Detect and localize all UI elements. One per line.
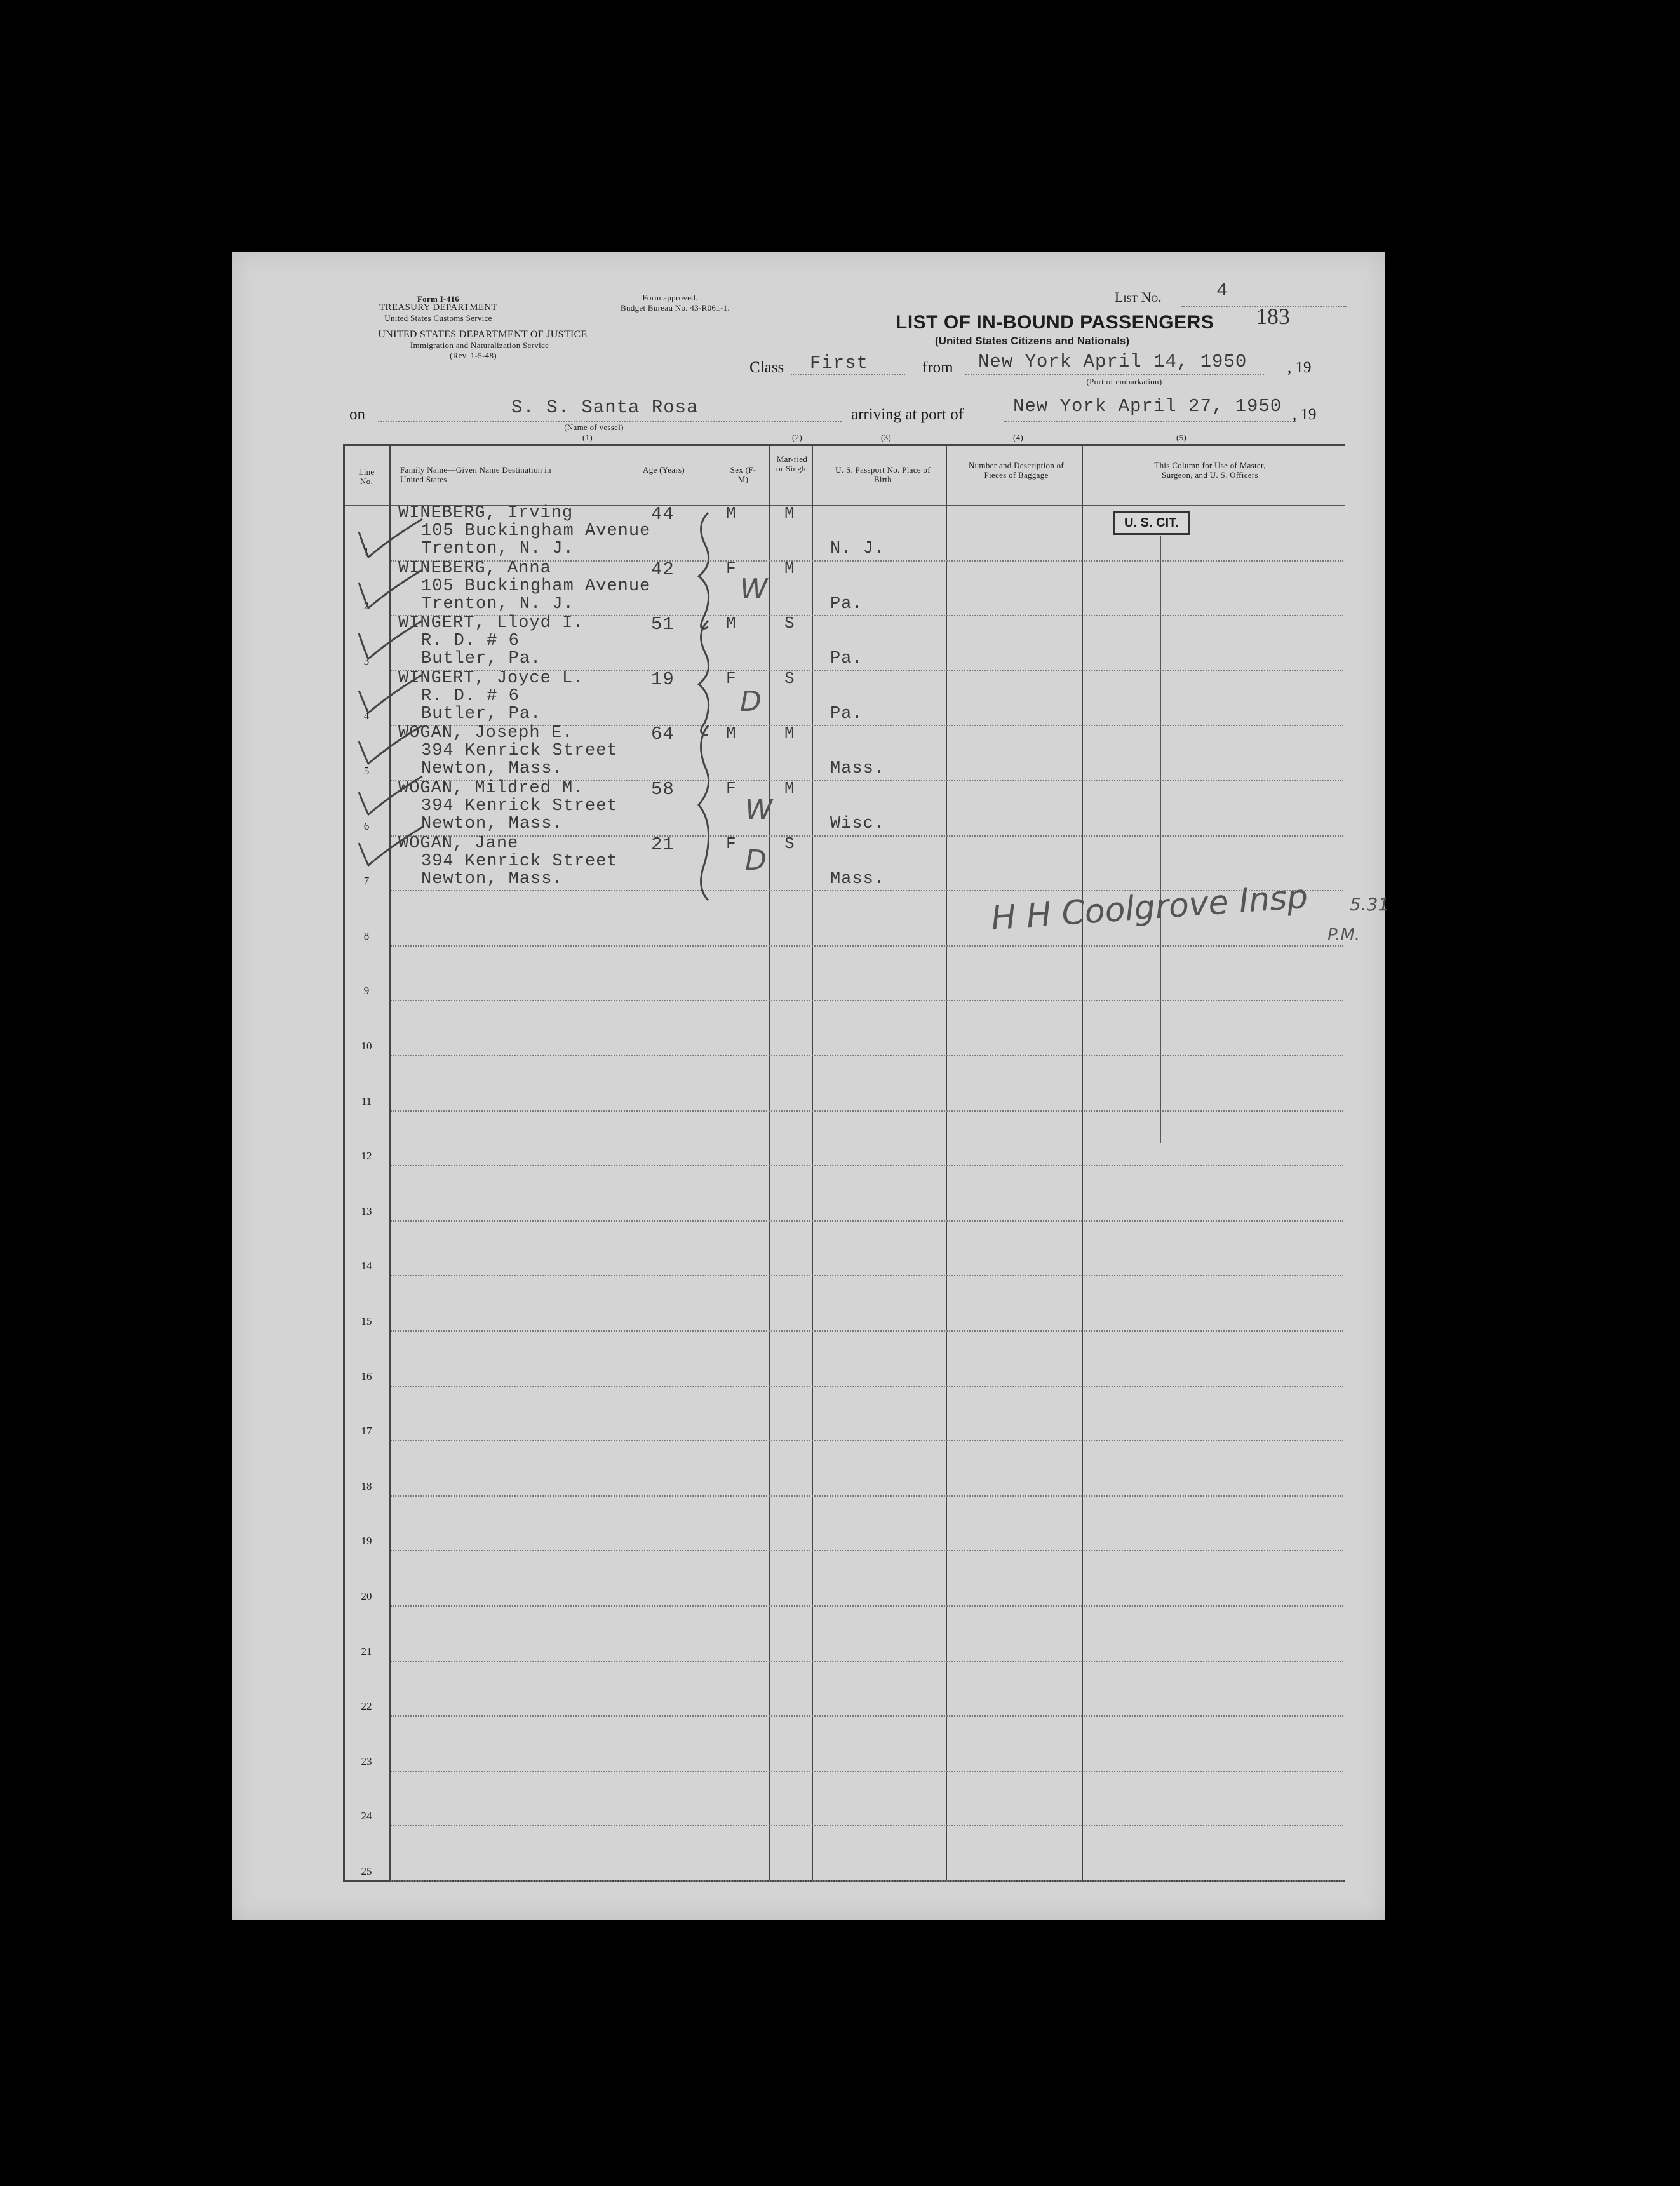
- line-number: 16: [361, 1370, 372, 1382]
- passenger-age: 64: [651, 724, 675, 745]
- list-no-label: List No.: [1115, 289, 1162, 305]
- passenger-name: WOGAN, Joseph E.: [398, 724, 574, 743]
- signature-time: 5.31: [1350, 894, 1390, 915]
- class-rule: [791, 374, 905, 375]
- passenger-city: Newton, Mass.: [421, 814, 563, 833]
- line-number: 7: [363, 875, 370, 887]
- line-number: 15: [361, 1315, 372, 1327]
- line-number: 6: [363, 820, 370, 832]
- header-line-no: Line No.: [358, 467, 375, 486]
- line-number: 11: [361, 1095, 372, 1107]
- passenger-city: Butler, Pa.: [421, 705, 542, 724]
- passenger-birthplace: Mass.: [830, 759, 885, 778]
- check-mark: [359, 827, 422, 865]
- row-rule: [391, 1495, 1343, 1497]
- line-number: 9: [363, 985, 370, 997]
- passenger-address: 105 Buckingham Avenue: [421, 522, 651, 541]
- on-label: on: [349, 406, 365, 423]
- budget-bureau: Budget Bureau No. 43-R061-1.: [621, 303, 730, 313]
- header-passport: U. S. Passport No. Place of Birth: [835, 465, 931, 484]
- passenger-age: 51: [651, 614, 675, 635]
- line-number: 1: [363, 545, 370, 557]
- passenger-sex: F: [726, 669, 737, 688]
- passenger-city: Newton, Mass.: [421, 870, 563, 889]
- passenger-city: Butler, Pa.: [421, 649, 542, 668]
- row-rule: [391, 1440, 1343, 1441]
- line-number: 20: [361, 1590, 372, 1602]
- passenger-sex: M: [726, 614, 737, 633]
- header-age: Age (Years): [643, 465, 685, 475]
- from-value: New York April 14, 1950: [978, 351, 1247, 372]
- line-number: 4: [363, 710, 370, 722]
- line-number: 14: [361, 1260, 372, 1272]
- passenger-birthplace: Mass.: [830, 870, 885, 889]
- brace: [699, 725, 709, 900]
- customs-service: United States Customs Service: [384, 313, 492, 323]
- header-name: Family Name—Given Name Destination in United States: [400, 465, 551, 484]
- check-mark: [359, 776, 422, 814]
- passenger-birthplace: Pa.: [830, 595, 863, 614]
- passenger-name: WINEBERG, Anna: [398, 559, 551, 578]
- passport-col-divider: [1082, 444, 1083, 1882]
- hand-mark: D: [740, 685, 762, 718]
- table-top-rule: [343, 444, 1345, 446]
- header-baggage: Number and Description of Pieces of Baggage: [968, 461, 1065, 480]
- hand-mark: D: [745, 844, 767, 877]
- brace: [699, 621, 709, 735]
- passenger-address: R. D. # 6: [421, 631, 520, 651]
- check-mark: [359, 570, 422, 608]
- row-rule: [391, 1825, 1343, 1826]
- row-rule: [391, 1165, 1343, 1166]
- passenger-address: 394 Kenrick Street: [421, 741, 618, 760]
- line-number: 19: [361, 1535, 372, 1547]
- row-rule: [391, 1771, 1343, 1772]
- passenger-sex: F: [726, 834, 737, 853]
- from-rule: [965, 374, 1264, 375]
- row-rule: [391, 835, 1343, 837]
- header-officers: This Column for Use of Master, Surgeon, and U. S. Officers: [1154, 461, 1266, 480]
- passenger-status: M: [784, 724, 795, 743]
- row-rule: [391, 1220, 1343, 1222]
- passenger-status: S: [784, 614, 795, 633]
- row-rule: [391, 1550, 1343, 1551]
- passenger-age: 21: [651, 834, 675, 855]
- from-label: from: [922, 359, 953, 376]
- vessel-value: S. S. Santa Rosa: [511, 397, 699, 418]
- embark-caption: (Port of embarkation): [1086, 377, 1162, 386]
- form-approved: Form approved.: [642, 293, 698, 302]
- row-rule: [391, 1330, 1343, 1332]
- class-value: First: [810, 353, 869, 374]
- vessel-caption: (Name of vessel): [564, 422, 624, 432]
- line-number: 13: [361, 1205, 372, 1217]
- passenger-sex: F: [726, 559, 737, 578]
- line-number: 12: [361, 1150, 372, 1162]
- passenger-status: M: [784, 504, 795, 523]
- page-title: LIST OF IN-BOUND PASSENGERS: [896, 312, 1214, 333]
- check-mark: [359, 725, 422, 764]
- row-rule: [391, 1661, 1343, 1662]
- passenger-address: 394 Kenrick Street: [421, 852, 618, 871]
- sex-col-divider: [812, 444, 813, 1882]
- passenger-address: 394 Kenrick Street: [421, 797, 618, 816]
- arriving-label: arriving at port of: [851, 406, 964, 423]
- table-left-border: [343, 444, 345, 1882]
- passenger-age: 58: [651, 779, 675, 800]
- passenger-age: 42: [651, 559, 675, 580]
- line-number: 24: [361, 1810, 372, 1822]
- line-number: 3: [363, 655, 370, 667]
- passenger-status: S: [784, 669, 795, 688]
- passenger-birthplace: Pa.: [830, 649, 863, 668]
- hand-mark: W: [740, 573, 768, 605]
- page-number: 183: [1256, 304, 1290, 329]
- passenger-city: Trenton, N. J.: [421, 539, 574, 558]
- col-number-5: (5): [1176, 433, 1187, 442]
- name-col-divider: [769, 444, 770, 1882]
- col-number-2: (2): [791, 433, 803, 442]
- line-number: 18: [361, 1480, 372, 1492]
- row-rule: [391, 1605, 1343, 1607]
- family-braces: [670, 506, 746, 913]
- stamp-line: [1160, 536, 1161, 1143]
- header-sex: Sex (F-M): [730, 465, 756, 484]
- col-number-1: (1): [582, 433, 593, 442]
- check-mark: [359, 519, 422, 557]
- us-citizen-stamp: U. S. CIT.: [1113, 511, 1190, 535]
- passenger-birthplace: Wisc.: [830, 814, 885, 833]
- passenger-name: WINEBERG, Irving: [398, 504, 574, 523]
- passenger-city: Trenton, N. J.: [421, 595, 574, 614]
- passenger-name: WINGERT, Lloyd I.: [398, 614, 584, 633]
- passenger-name: WOGAN, Mildred M.: [398, 779, 584, 798]
- row-rule: [391, 1715, 1343, 1717]
- hand-mark: W: [745, 793, 773, 826]
- arriving-rule: [1004, 421, 1296, 422]
- brace: [699, 513, 709, 629]
- passenger-name: WOGAN, Jane: [398, 834, 519, 853]
- row-rule: [391, 1110, 1343, 1112]
- row-rule: [391, 945, 1343, 947]
- line-number: 8: [363, 930, 370, 942]
- col-number-3: (3): [880, 433, 892, 442]
- page-subtitle: (United States Citizens and Nationals): [935, 335, 1130, 347]
- from-year: , 19: [1287, 359, 1312, 376]
- class-label: Class: [749, 359, 784, 376]
- inspector-signature: H H Coolgrove Insp: [990, 877, 1310, 938]
- line-number: 10: [361, 1040, 372, 1052]
- passenger-city: Newton, Mass.: [421, 759, 563, 778]
- arriving-value: New York April 27, 1950: [1013, 396, 1282, 417]
- check-marks: [353, 513, 429, 868]
- row-rule: [391, 1880, 1343, 1882]
- row-rule: [391, 1386, 1343, 1387]
- line-number: 17: [361, 1425, 372, 1437]
- passenger-birthplace: N. J.: [830, 539, 885, 558]
- justice-dept: UNITED STATES DEPARTMENT OF JUSTICE: [378, 329, 588, 340]
- signature-pm: P.M.: [1327, 926, 1361, 945]
- header-married: Mar-ried or Single: [776, 454, 809, 473]
- line-number: 23: [361, 1755, 372, 1767]
- treasury-dept: TREASURY DEPARTMENT: [379, 302, 497, 313]
- passenger-status: M: [784, 559, 795, 578]
- ins-service: Immigration and Naturalization Service: [410, 341, 549, 350]
- passenger-address: 105 Buckingham Avenue: [421, 577, 651, 596]
- line-number: 22: [361, 1700, 372, 1712]
- col-number-4: (4): [1012, 433, 1024, 442]
- row-rule: [391, 1055, 1343, 1056]
- status-col-divider: [946, 444, 947, 1882]
- arriving-year: , 19: [1293, 406, 1317, 423]
- passenger-sex: M: [726, 724, 737, 743]
- passenger-age: 19: [651, 669, 675, 690]
- row-rule: [391, 1000, 1343, 1001]
- line-number: 5: [363, 765, 370, 777]
- line-number: 25: [361, 1865, 372, 1877]
- check-mark: [359, 621, 422, 659]
- passenger-sex: F: [726, 779, 737, 798]
- list-number: 4: [1216, 280, 1229, 302]
- passenger-age: 44: [651, 504, 675, 525]
- passenger-status: S: [784, 834, 795, 853]
- line-number: 2: [363, 600, 370, 612]
- passenger-address: R. D. # 6: [421, 687, 520, 706]
- passenger-birthplace: Pa.: [830, 705, 863, 724]
- form-number: Form I-416: [417, 294, 460, 304]
- passenger-name: WINGERT, Joyce L.: [398, 669, 584, 688]
- passenger-sex: M: [726, 504, 737, 523]
- manifest-page: [232, 252, 1390, 1920]
- line-number: 21: [361, 1645, 372, 1657]
- row-rule: [391, 1275, 1343, 1276]
- check-mark: [359, 675, 422, 713]
- passenger-status: M: [784, 779, 795, 798]
- revision: (Rev. 1-5-48): [450, 351, 497, 360]
